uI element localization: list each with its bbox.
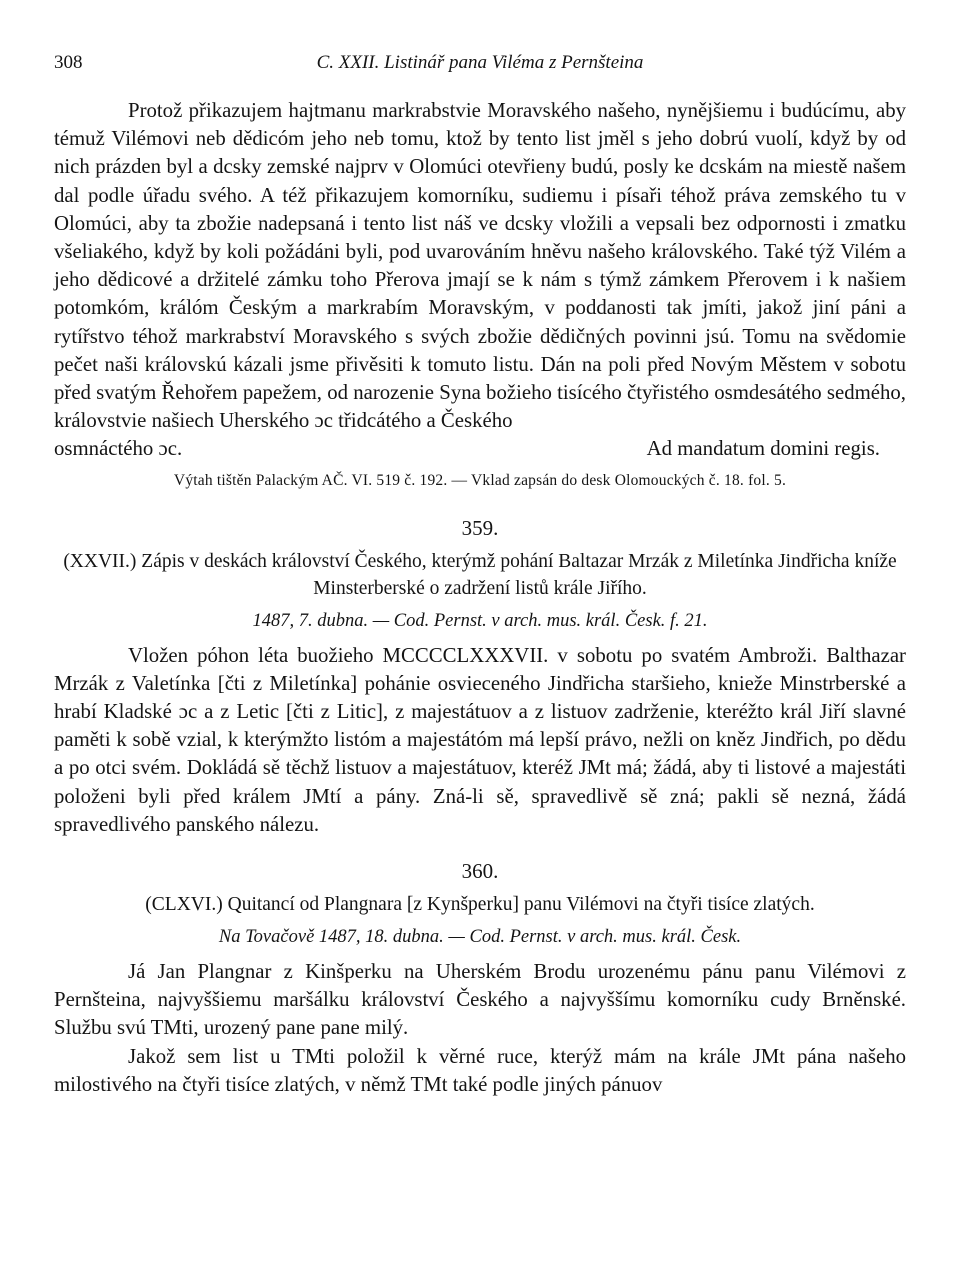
document-number-359: 359. [461,515,499,540]
doc-360-paragraph-1: Já Jan Plangnar z Kinšperku na Uherském Brodu urozenému pánu panu Vilémovi z Pernšteina, najvyššiemu maršálku království Českého a najvyššímu komorníku cudy Brněnské. Službu svú TMti, urozený pane pane milý. [54,960,906,1040]
edition-note: Výtah tištěn Palackým AČ. VI. 519 č. 192. — Vklad zapsán do desk Olomouckých č. 18. fol. 5. [173,471,787,489]
chancery-note: Ad mandatum domini regis. [646,437,880,461]
page-number: 308 [54,52,83,73]
date-closing: osmnáctého ɔc. [54,437,183,461]
book-page [54,0,906,1280]
doc-359-text: Vložen póhon léta buožieho MCCCCLXXXVII. v sobotu po svatém Ambroži. Balthazar Mrzák z Valetínka [čti z Miletínka] pohánie osvieceného Jindřicha staršieho, knieže Minstrberské a hrabí Kladské ɔc a z Letic [čti z Litic], z majestátuov a z listuov zadrženie, kteréžto král Jiří slavné paměti k sobě vzial, k kterýmžto listóm a majestátóm má lepší právo, nežli on kněz Jindřich, po dědu a po otci svém. Dokládá sě těchž listuov a majestátuov, kteréž JMt má; žádá, aby ti listové a majestáti položeni byli před králem JMtí a pány. Zná-li sě, spravedlivě sě zná; pakli sě nezná, žádá spravedlivého panského nálezu. [54,643,906,836]
page-body [54,97,906,1099]
doc-358-closing [54,435,906,463]
regest-360: (CLXVI.) Quitancí od Plangnara [z Kynšperku] panu Vilémovi na čtyři tisíce zlatých. [145,894,815,916]
doc-360-paragraph-2: Jakož sem list u TMti položil k věrné ruce, kterýž mám na krále JMt pána našeho milostivého na čtyři tisíce zlatých, v němž TMt také podle jiných pánuov [54,1044,906,1096]
dating-360: Na Tovačově 1487, 18. dubna. — Cod. Pernst. v arch. mus. král. Česk. [218,927,742,948]
running-title: C. XXII. Listinář pana Viléma z Pernšteina [316,52,644,73]
doc-358-paragraph: Protož přikazujem hajtmanu markrabstvie Moravského našeho, nynějšiemu i budúcímu, aby témuž Vilémovi neb dědicóm jeho neb tomu, ktož by tento list jměl s jeho dobrú vuolí, když by od nich prázden byl a dcsky zemské najprv v Olomúci otevřieny budú, posly ke dcskám na miestě našem dal podle úřadu svého. A též přikazujem komorníku, sudiemu i písaři téhož práva zemského tu v Olomúci, aby ta zbožie nadepsaná i tento list náš ve dcsky vložili a vepsali bez odpornosti i zmatku všeliakého, když by koli požádáni byli, pod uvarováním hněvu našeho královského. Také týž Vilém a jeho dědicové a držitelé zámku toho Přerova jmají se k nám s týmž zámkem Přerovem i k našiem potomkóm, králóm Českým a markrabím Moravským, v poddanosti tak jmíti, jakož jiní páni a rytířstvo téhož markrabství Moravského s svých zbožie dědičných povinni jsú. Tomu na svědomie pečet naši královskú kázali jsme přivěsiti k tomuto listu. Dán na poli před Novým Městem v sobotu před svatým Řehořem papežem, od narozenie Syna božieho tisícého čtyřistého osmdesátého sedmého, královstvie našiech Uherského ɔc třidcátého a Českého [54,99,906,433]
dating-359: 1487, 7. dubna. — Cod. Pernst. v arch. mus. král. Česk. f. 21. [252,610,708,631]
page-header [54,52,906,78]
document-number-360: 360. [461,859,499,884]
regest-359: (XXVII.) Zápis v deskách království Českého, kterýmž pohání Baltazar Mrzák z Miletínka Jindřicha kníže Minsterberské o zadržení listů krále Jiřího. [63,550,897,599]
